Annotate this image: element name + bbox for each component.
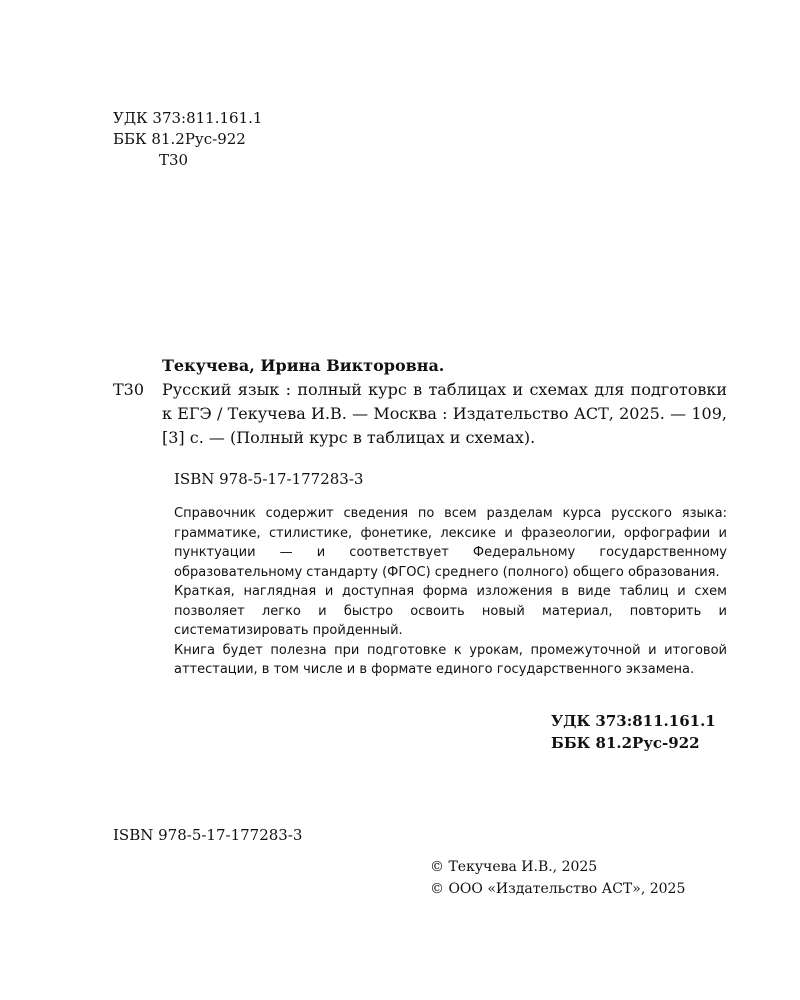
udc-code-bottom: УДК 373:811.161.1 xyxy=(551,712,716,730)
catalog-description: Русский язык : полный курс в таблицах и схемах для подготовки к ЕГЭ / Текучева И.В. — Москва : Издательство АСТ, 2025. — 109, [3] с. — (Полный курс в таблицах и схемах). xyxy=(162,380,727,447)
udc-code: УДК 373:811.161.1 xyxy=(113,109,263,127)
catalog-author-mark: Т30 xyxy=(113,380,145,399)
annotation-paragraph: Книга будет полезна при подготовке к урокам, промежуточной и итоговой аттестации, в том числе и в формате единого государственного экзамена. xyxy=(174,642,727,677)
copyright-author: © Текучева И.В., 2025 xyxy=(430,859,598,875)
isbn-bottom: ISBN 978-5-17-177283-3 xyxy=(113,826,303,844)
bbk-code: ББК 81.2Рус-922 xyxy=(113,130,246,148)
annotation-paragraph: Справочник содержит сведения по всем разделам курса русского языка: грамматике, стилистике, фонетике, лексике и фразеологии, орфографии и пунктуации — и соответствует Федеральному государственному образовательному стандарту (ФГОС) среднего (полного) общего образования. xyxy=(174,506,727,580)
bbk-code-bottom: ББК 81.2Рус-922 xyxy=(551,734,700,752)
catalog-author: Текучева, Ирина Викторовна. xyxy=(162,356,445,375)
classification-block-top xyxy=(113,108,262,171)
copyright-block xyxy=(430,856,685,900)
classification-block-bottom xyxy=(551,710,716,754)
author-mark: Т30 xyxy=(159,151,189,169)
catalog-isbn: ISBN 978-5-17-177283-3 xyxy=(174,470,364,488)
annotation xyxy=(174,504,727,680)
annotation-paragraph: Краткая, наглядная и доступная форма изложения в виде таблиц и схем позволяет легко и быстро освоить новый материал, повторить и систематизировать пройденный. xyxy=(174,584,727,638)
copyright-publisher: © ООО «Издательство АСТ», 2025 xyxy=(430,881,686,897)
